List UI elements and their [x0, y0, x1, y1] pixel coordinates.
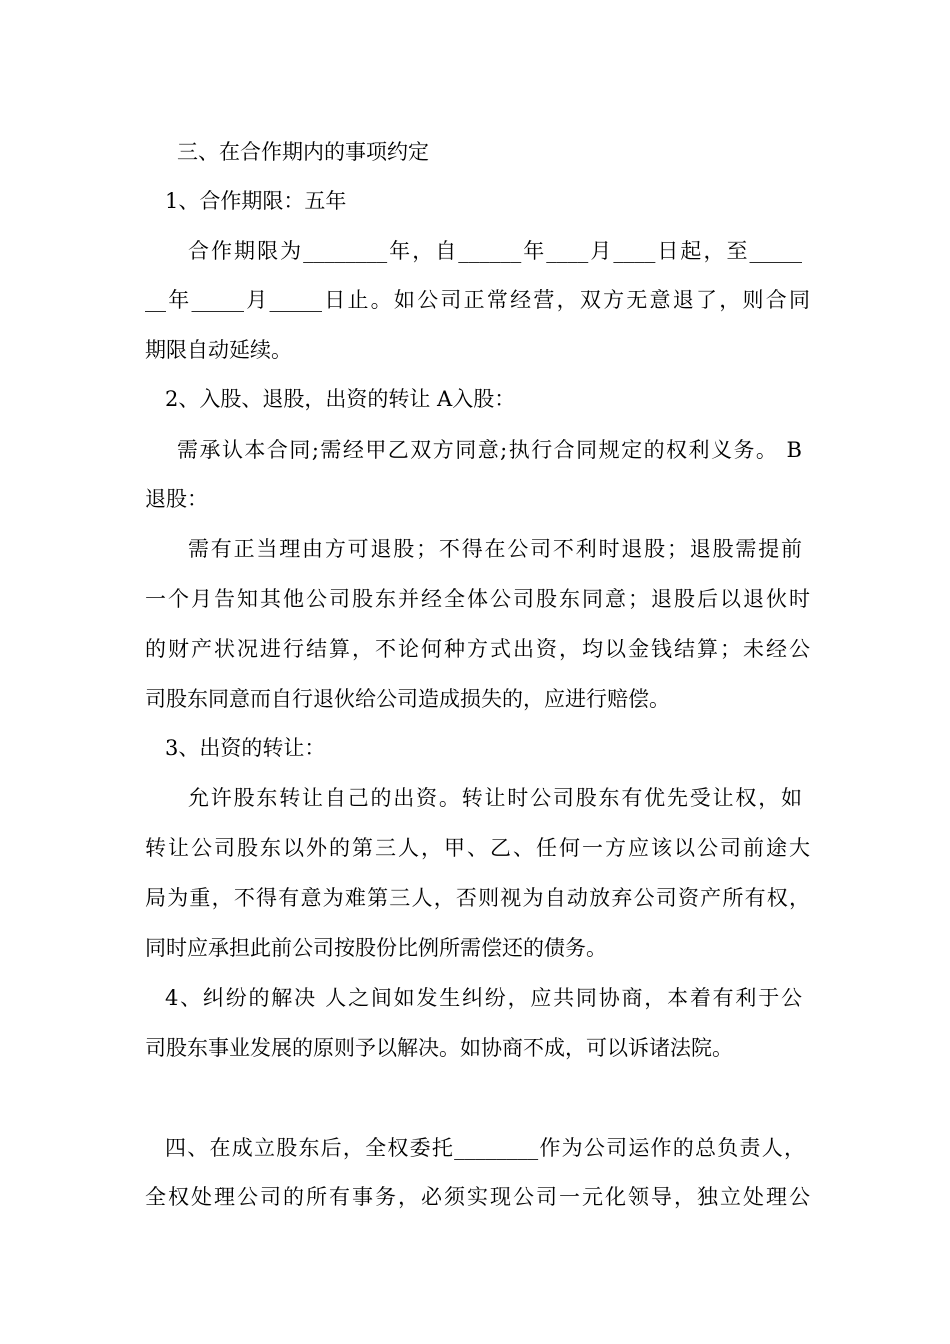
paragraph-line: 的财产状况进行结算，不论何种方式出资，均以金钱结算；未经公: [145, 637, 810, 661]
paragraph-line: 全权处理公司的所有事务，必须实现公司一元化领导，独立处理公: [145, 1185, 810, 1209]
paragraph-line: 合作期限为________年，自______年____月____日起，至_____: [188, 239, 802, 263]
clause-1-heading: 1、合作期限：五年: [165, 189, 347, 213]
paragraph-line: 司股东事业发展的原则予以解决。如协商不成，可以诉诸法院。: [145, 1036, 733, 1060]
clause-3-heading: 3、出资的转让：: [165, 736, 326, 760]
clause-2-heading: 2、入股、退股，出资的转让 A入股：: [165, 387, 516, 411]
paragraph-line: 允许股东转让自己的出资。转让时公司股东有优先受让权，如: [188, 786, 802, 810]
paragraph-line: 期限自动延续。: [145, 338, 292, 362]
paragraph-line: 转让公司股东以外的第三人，甲、乙、任何一方应该以公司前途大: [145, 836, 810, 860]
clause-4-heading: 4、纠纷的解决 人之间如发生纠纷，应共同协商，本着有利于公: [165, 986, 802, 1010]
paragraph-line: 退股：: [145, 487, 208, 511]
paragraph-line: 司股东同意而自行退伙给公司造成损失的，应进行赔偿。: [145, 687, 670, 711]
paragraph-line: 局为重，不得有意为难第三人，否则视为自动放弃公司资产所有权，: [145, 886, 810, 910]
section-heading-4: 四、在成立股东后，全权委托________作为公司运作的总负责人，: [165, 1136, 805, 1160]
paragraph-line: 一个月告知其他公司股东并经全体公司股东同意；退股后以退伙时: [145, 587, 810, 611]
paragraph-line: 需承认本合同;需经甲乙双方同意;执行合同规定的权利义务。 B: [177, 438, 802, 462]
paragraph-line: 需有正当理由方可退股；不得在公司不利时退股；退股需提前: [188, 537, 802, 561]
section-heading-3: 三、在合作期内的事项约定: [177, 140, 429, 164]
paragraph-line: __年_____月_____日止。如公司正常经营，双方无意退了，则合同: [145, 288, 810, 312]
paragraph-line: 同时应承担此前公司按股份比例所需偿还的债务。: [145, 936, 607, 960]
